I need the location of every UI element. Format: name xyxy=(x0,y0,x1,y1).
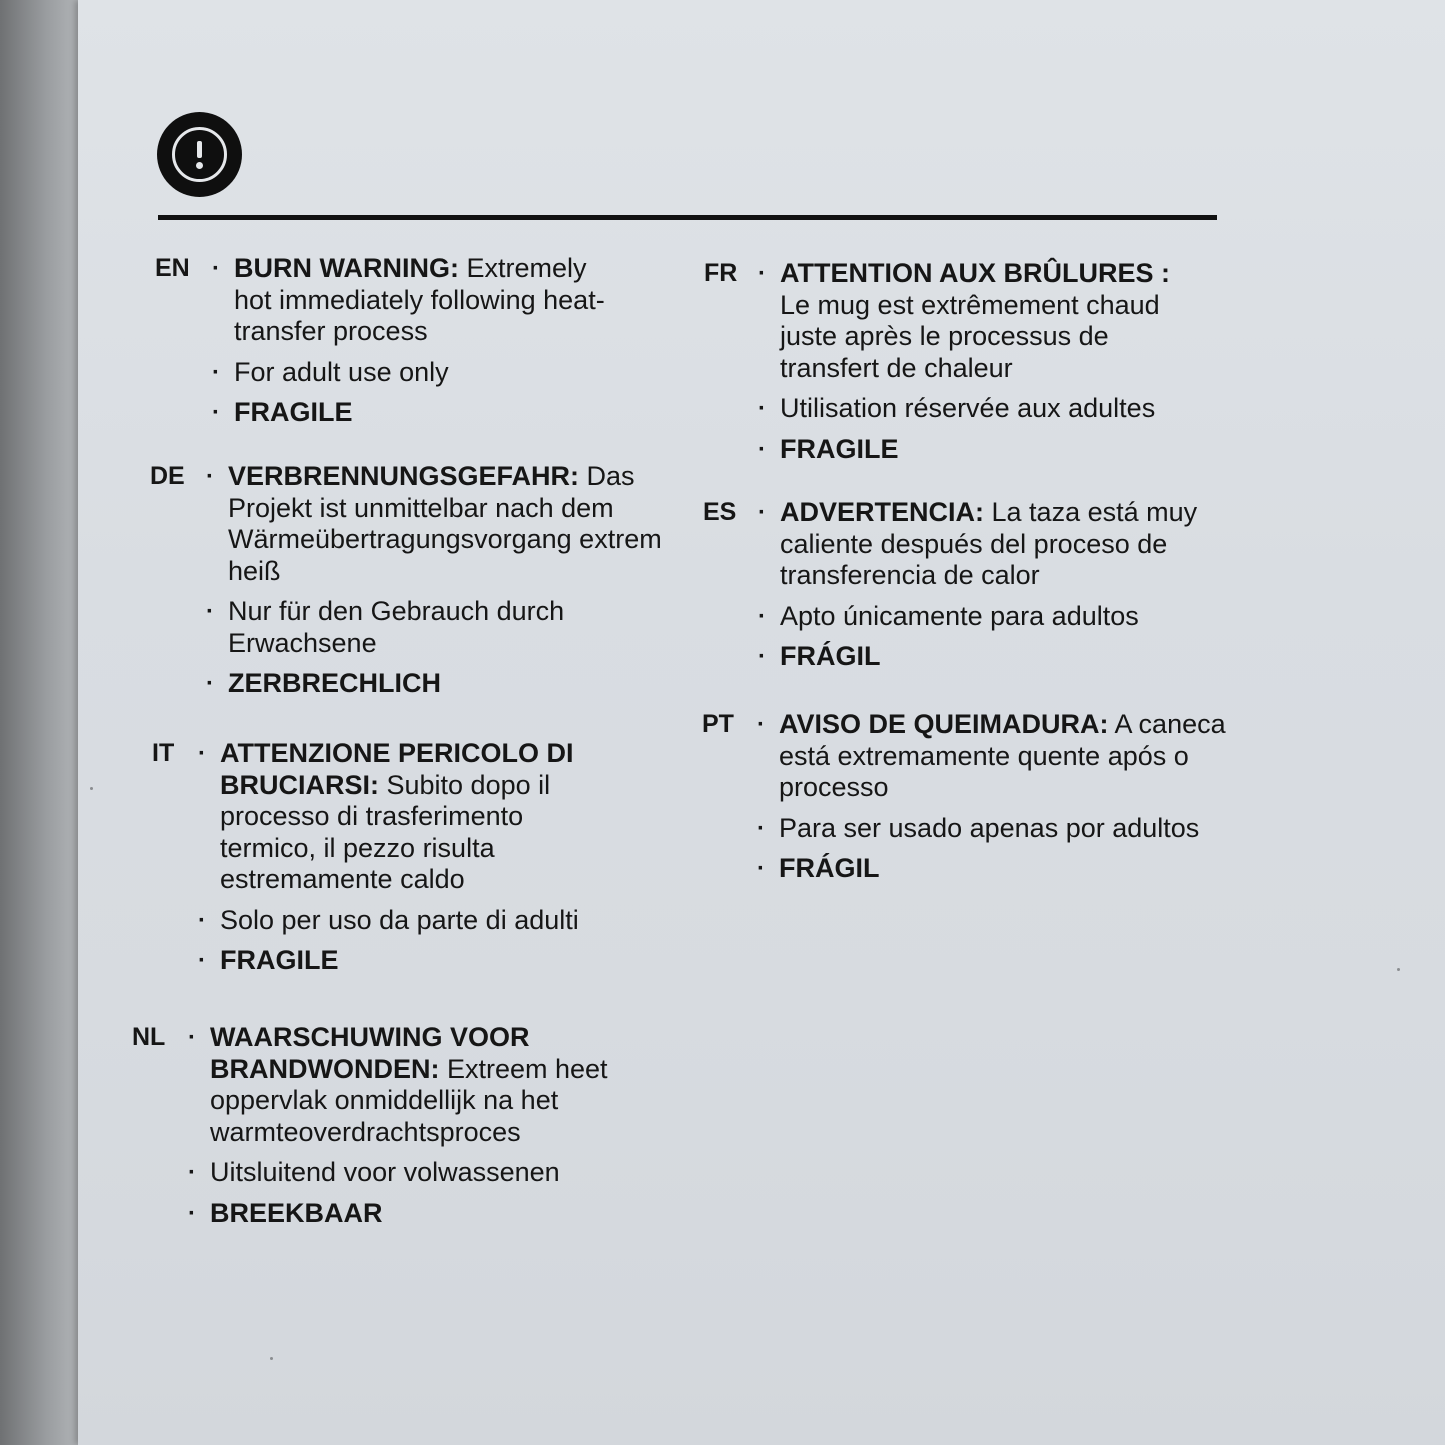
warning-label-pt: AVISO DE QUEIMADURA: xyxy=(779,709,1109,739)
burn-warning-pt xyxy=(757,709,1227,804)
fragile-notice-es xyxy=(758,641,1208,673)
fragile-notice-nl xyxy=(188,1198,628,1230)
background-surface xyxy=(0,0,85,1445)
language-code-it: IT xyxy=(152,739,175,767)
bullet: · xyxy=(198,947,206,974)
warning-label-es: ADVERTENCIA: xyxy=(780,497,985,527)
bullet: · xyxy=(758,435,766,463)
adult-notice-it xyxy=(198,905,618,937)
bullet: · xyxy=(757,855,765,882)
warning-label-en: BURN WARNING: xyxy=(234,253,459,283)
exclamation-icon xyxy=(157,112,242,197)
language-code-de: DE xyxy=(150,462,185,490)
fragile-notice-en xyxy=(212,397,612,429)
warning-text-en: Extremely hot immediately following heat-transfer process xyxy=(234,253,605,346)
fragile-notice-de xyxy=(206,668,666,700)
fragile-text-es: FRÁGIL xyxy=(780,641,881,671)
warning-text-nl: Extreem heet oppervlak onmiddellijk na het warmteoverdrachtsproces xyxy=(210,1053,608,1147)
fragile-text-en: FRAGILE xyxy=(234,397,353,427)
language-code-pt: PT xyxy=(702,710,734,738)
bullet: · xyxy=(198,740,206,767)
bullet: · xyxy=(188,1159,196,1186)
fragile-notice-pt xyxy=(757,853,1227,885)
bullet: · xyxy=(212,255,220,282)
language-code-nl: NL xyxy=(132,1023,166,1051)
paper-speck xyxy=(1397,968,1400,971)
warning-label-it: ATTENZIONE PERICOLO DI BRUCIARSI: xyxy=(220,738,574,800)
paper-speck xyxy=(90,787,93,790)
bullet: · xyxy=(206,598,214,625)
warning-label-de: VERBRENNUNGSGEFAHR: xyxy=(228,461,580,491)
burn-warning-it xyxy=(198,738,618,896)
fragile-notice-it xyxy=(198,945,618,977)
adult-text-de: Nur für den Gebrauch durch Erwachsene xyxy=(228,596,565,658)
adult-notice-en xyxy=(212,357,612,389)
warning-text-fr: Le mug est extrêmement chaud juste après le processus de transfert de chaleur xyxy=(780,289,1160,383)
warning-text-es: La taza está muy caliente después del proceso de transferencia de calor xyxy=(780,497,1198,590)
burn-warning-de xyxy=(206,461,666,587)
bullet: · xyxy=(758,499,766,526)
fragile-text-nl: BREEKBAAR xyxy=(210,1197,383,1228)
language-code-en: EN xyxy=(155,254,190,282)
bullet: · xyxy=(198,906,206,934)
fragile-text-fr: FRAGILE xyxy=(780,433,899,464)
warning-text-de: Das Projekt ist unmittelbar nach dem Wärmeübertragungsvorgang extrem heiß xyxy=(228,461,662,586)
burn-warning-en xyxy=(212,253,612,348)
bullet: · xyxy=(188,1199,196,1227)
bullet: · xyxy=(757,814,765,842)
bullet: · xyxy=(758,395,766,422)
adult-notice-es xyxy=(758,601,1208,633)
adult-text-nl: Uitsluitend voor volwassenen xyxy=(210,1157,560,1187)
adult-notice-pt xyxy=(757,813,1227,845)
warning-label-nl: WAARSCHUWING VOOR BRANDWONDEN: xyxy=(210,1022,530,1084)
burn-warning-nl xyxy=(188,1022,628,1148)
warning-text-it: Subito dopo il processo di trasferimento termico, il pezzo risulta estremamente caldo xyxy=(220,769,551,894)
bullet: · xyxy=(206,670,214,697)
bullet: · xyxy=(758,260,766,287)
burn-warning-es xyxy=(758,497,1208,592)
bullet: · xyxy=(757,711,765,738)
bullet: · xyxy=(206,463,214,490)
paper-speck xyxy=(270,1357,273,1360)
warning-text-pt: A caneca está extremamente quente após o processo xyxy=(779,709,1226,802)
fragile-text-it: FRAGILE xyxy=(220,945,339,975)
bullet: · xyxy=(188,1024,196,1051)
burn-warning-fr xyxy=(758,258,1198,384)
adult-text-pt: Para ser usado apenas por adultos xyxy=(779,812,1200,843)
adult-text-es: Apto únicamente para adultos xyxy=(780,600,1139,631)
adult-notice-fr xyxy=(758,393,1198,425)
adult-text-it: Solo per uso da parte di adulti xyxy=(220,904,579,935)
bullet: · xyxy=(212,399,220,426)
bullet: · xyxy=(212,358,220,386)
adult-notice-de xyxy=(206,596,666,659)
bullet: · xyxy=(758,643,766,670)
warning-label-fr: ATTENTION AUX BRÛLURES : xyxy=(780,258,1170,288)
fragile-text-pt: FRÁGIL xyxy=(779,853,880,883)
adult-text-fr: Utilisation réservée aux adultes xyxy=(780,393,1156,423)
header-divider xyxy=(158,215,1217,220)
language-code-es: ES xyxy=(703,498,737,526)
adult-notice-nl xyxy=(188,1157,628,1189)
adult-text-en: For adult use only xyxy=(234,356,449,387)
bullet: · xyxy=(758,602,766,630)
fragile-text-de: ZERBRECHLICH xyxy=(228,668,441,698)
language-code-fr: FR xyxy=(704,259,738,287)
fragile-notice-fr xyxy=(758,434,1198,466)
